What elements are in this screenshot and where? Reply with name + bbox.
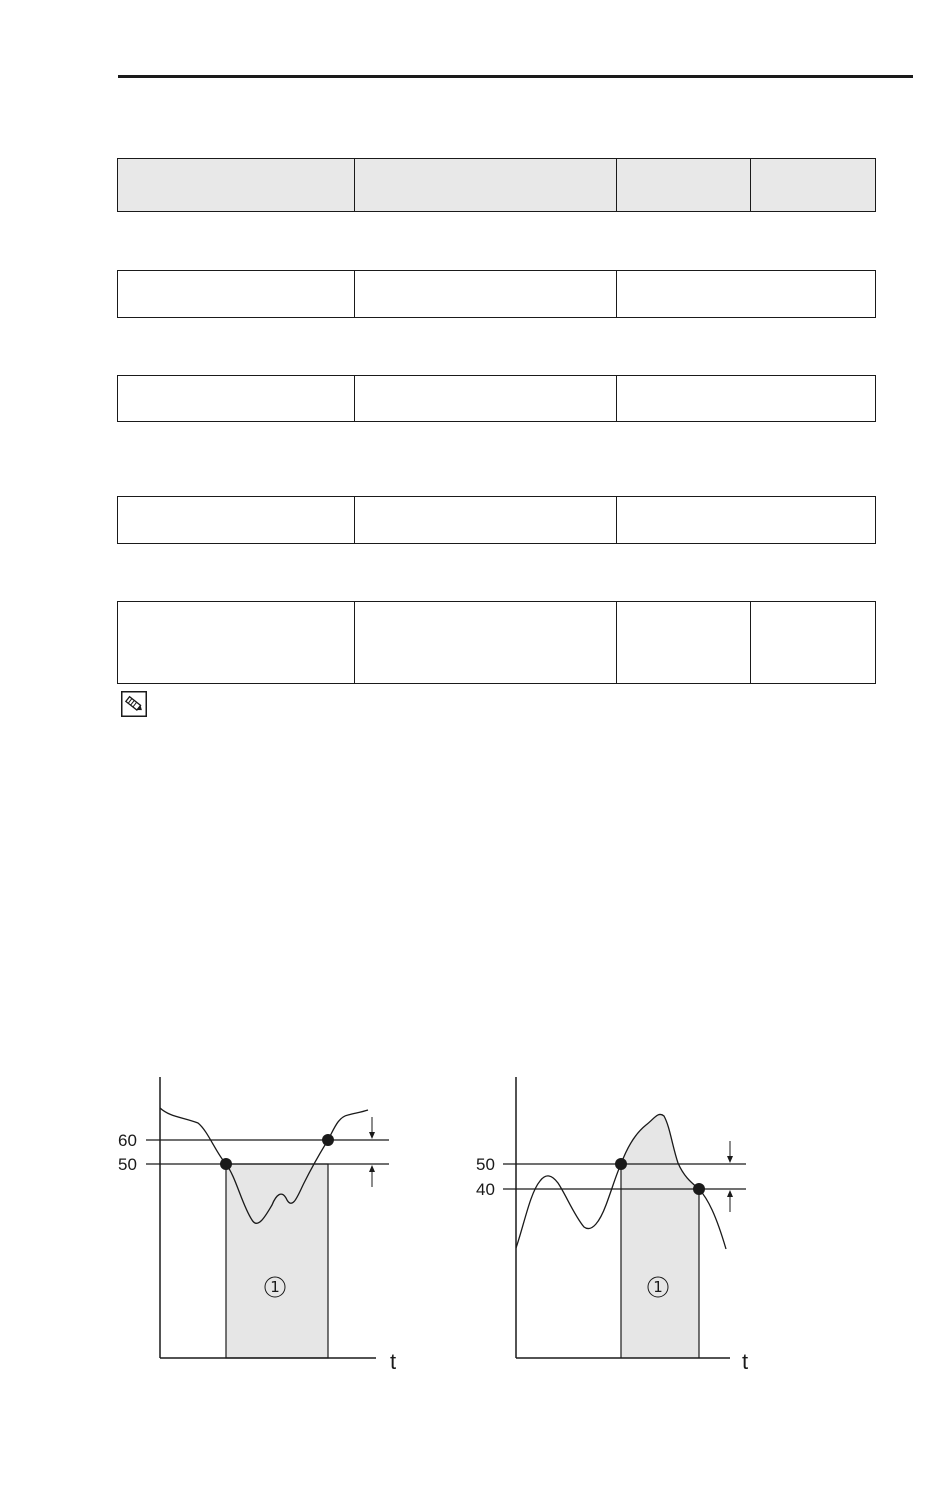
- table-4: [117, 496, 876, 544]
- table-5-cell-3: [617, 602, 752, 683]
- left-point-high: [322, 1134, 334, 1146]
- left-arrow-top-head: [369, 1132, 375, 1139]
- table-5-cell-2: [355, 602, 616, 683]
- right-arrow-bottom-head: [727, 1190, 733, 1197]
- right-point-low: [693, 1183, 705, 1195]
- table-3-cell-1: [118, 376, 355, 421]
- table-4-cell-2: [355, 497, 616, 543]
- left-tick-50: 50: [118, 1155, 137, 1174]
- table-3-cell-2: [355, 376, 616, 421]
- page-header-rule: [118, 75, 913, 78]
- table-3: [117, 375, 876, 422]
- right-axis-label-t: t: [742, 1349, 749, 1374]
- left-shaded-region: [226, 1164, 328, 1358]
- table-3-cell-3: [617, 376, 875, 421]
- right-tick-50: 50: [476, 1155, 495, 1174]
- right-point-high: [615, 1158, 627, 1170]
- left-tick-60: 60: [118, 1131, 137, 1150]
- table-4-cell-1: [118, 497, 355, 543]
- table-2-cell-1: [118, 271, 355, 317]
- table-1: [117, 158, 876, 212]
- left-axis-label-t: t: [390, 1349, 397, 1374]
- table-5-cell-1: [118, 602, 355, 683]
- diagram-left: [118, 1077, 396, 1374]
- left-arrow-bottom-head: [369, 1165, 375, 1172]
- table-5: [117, 601, 876, 684]
- limit-diagrams: [100, 1065, 780, 1385]
- table-1-cell-1: [118, 159, 355, 211]
- right-marker-number: 1: [653, 1278, 663, 1296]
- pencil-note-icon: [121, 691, 147, 717]
- table-2: [117, 270, 876, 318]
- table-1-cell-4: [751, 159, 875, 211]
- table-2-cell-2: [355, 271, 616, 317]
- left-marker-number: 1: [270, 1278, 280, 1296]
- diagram-right: [476, 1077, 748, 1374]
- table-1-cell-3: [617, 159, 752, 211]
- right-arrow-top-head: [727, 1156, 733, 1163]
- table-1-cell-2: [355, 159, 616, 211]
- right-shaded-region: [621, 1114, 699, 1358]
- table-5-cell-4: [751, 602, 875, 683]
- right-tick-40: 40: [476, 1180, 495, 1199]
- table-2-cell-3: [617, 271, 875, 317]
- table-4-cell-3: [617, 497, 875, 543]
- left-point-low: [220, 1158, 232, 1170]
